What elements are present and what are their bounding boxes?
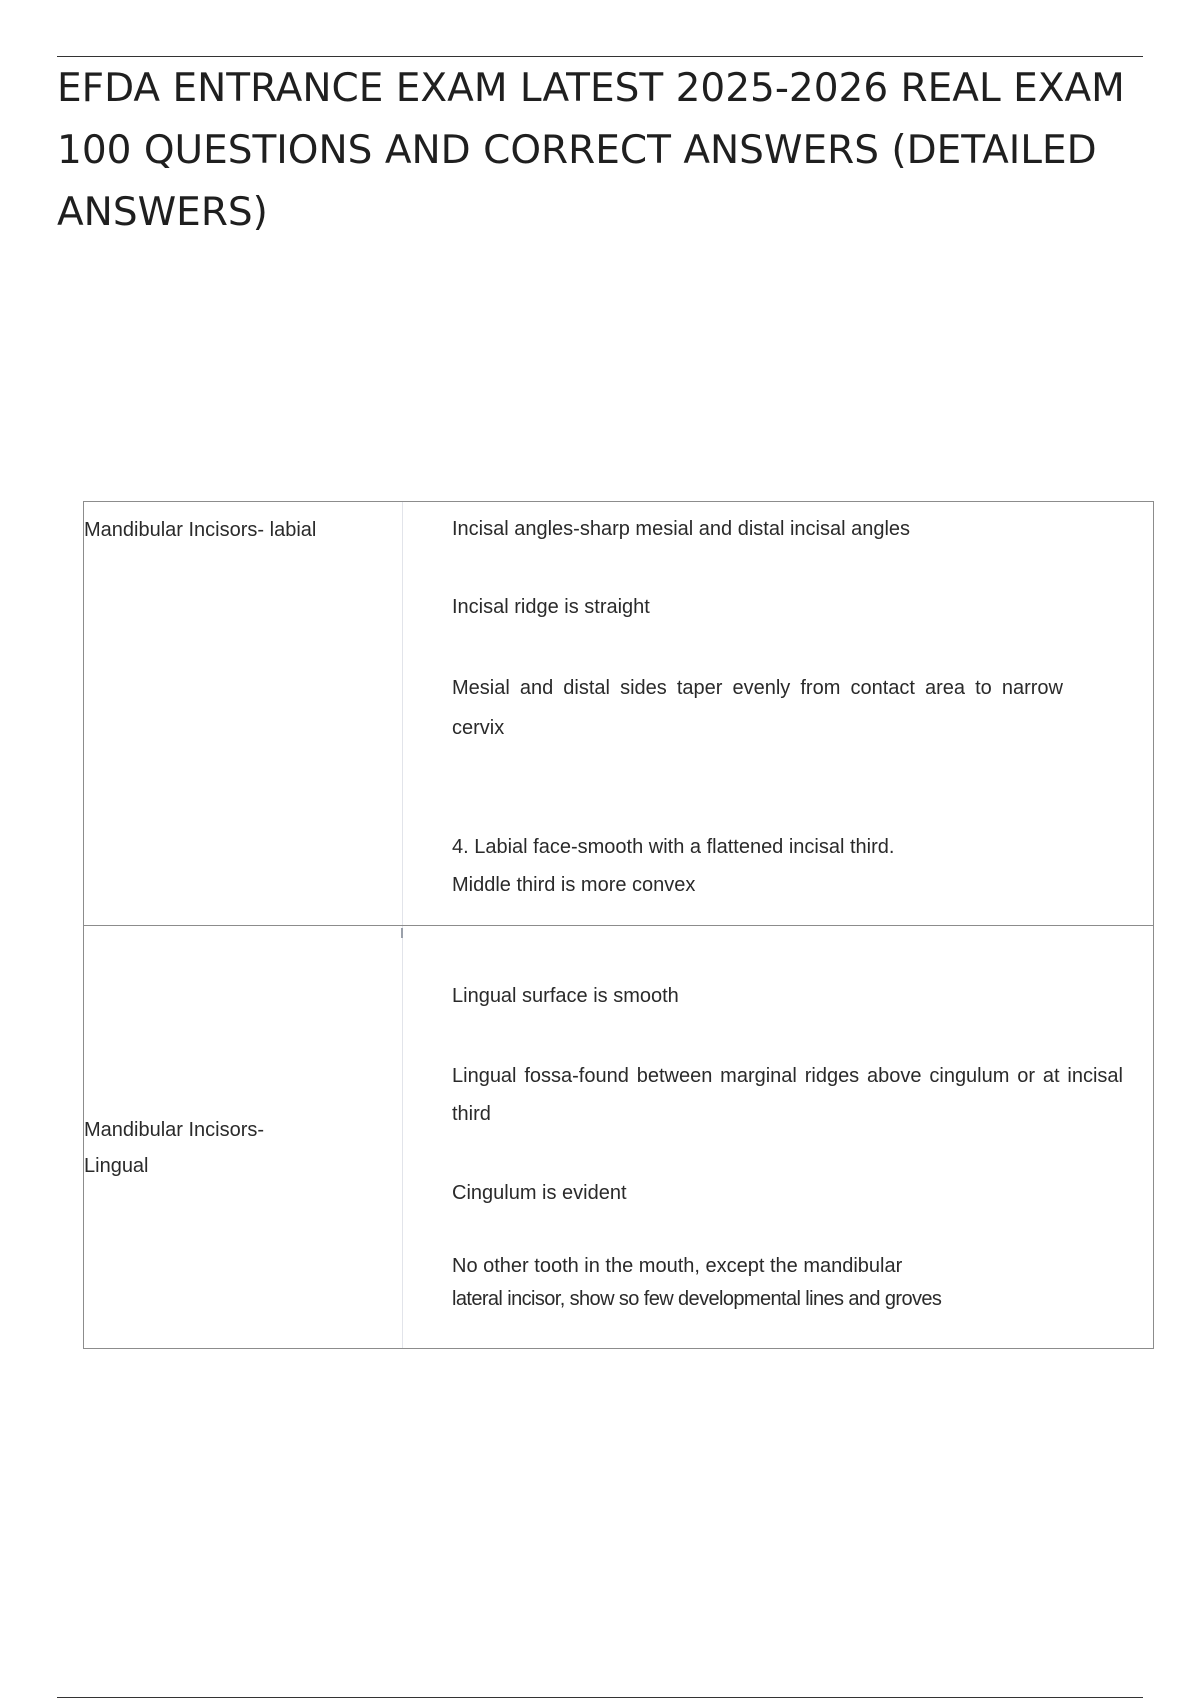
answer-item: Cingulum is evident (452, 1182, 627, 1204)
table-row (84, 926, 1153, 1348)
term-label: Mandibular Incisors- labial (84, 519, 317, 541)
document-title: EFDA ENTRANCE EXAM LATEST 2025-2026 REAL EXAM 100 QUESTIONS AND CORRECT ANSWERS (DETAILED ANSWERS) (57, 66, 1125, 235)
answer-item: Lingual surface is smooth (452, 985, 679, 1007)
term-cell (84, 502, 403, 925)
term-label: Mandibular Incisors-Lingual (84, 1119, 265, 1177)
bottom-rule (57, 1697, 1143, 1698)
table-row (84, 502, 1153, 926)
answer-item: Incisal angles-sharp mesial and distal incisal angles (452, 518, 911, 540)
answer-item-line: Middle third is more convex (452, 874, 696, 896)
answer-item: Mesial and distal sides taper evenly from contact area to narrow cervix (452, 677, 1063, 739)
answer-item-line: No other tooth in the mouth, except the mandibular (452, 1255, 903, 1277)
answer-item-line: 4. Labial face-smooth with a flattened incisal third. (452, 836, 895, 858)
top-rule (57, 56, 1143, 57)
answer-item-line: lateral incisor, show so few developmental lines and groves (452, 1288, 942, 1310)
answer-item: Incisal ridge is straight (452, 596, 650, 618)
term-cell (84, 926, 403, 1348)
answer-cell (403, 926, 1153, 1348)
answer-item (452, 1250, 1022, 1316)
answer-item: Lingual fossa-found between marginal ridges above cingulum or at incisal third (452, 1065, 1123, 1125)
answer-item (452, 828, 1063, 904)
answer-cell (403, 502, 1153, 925)
answers-table (83, 501, 1154, 1349)
